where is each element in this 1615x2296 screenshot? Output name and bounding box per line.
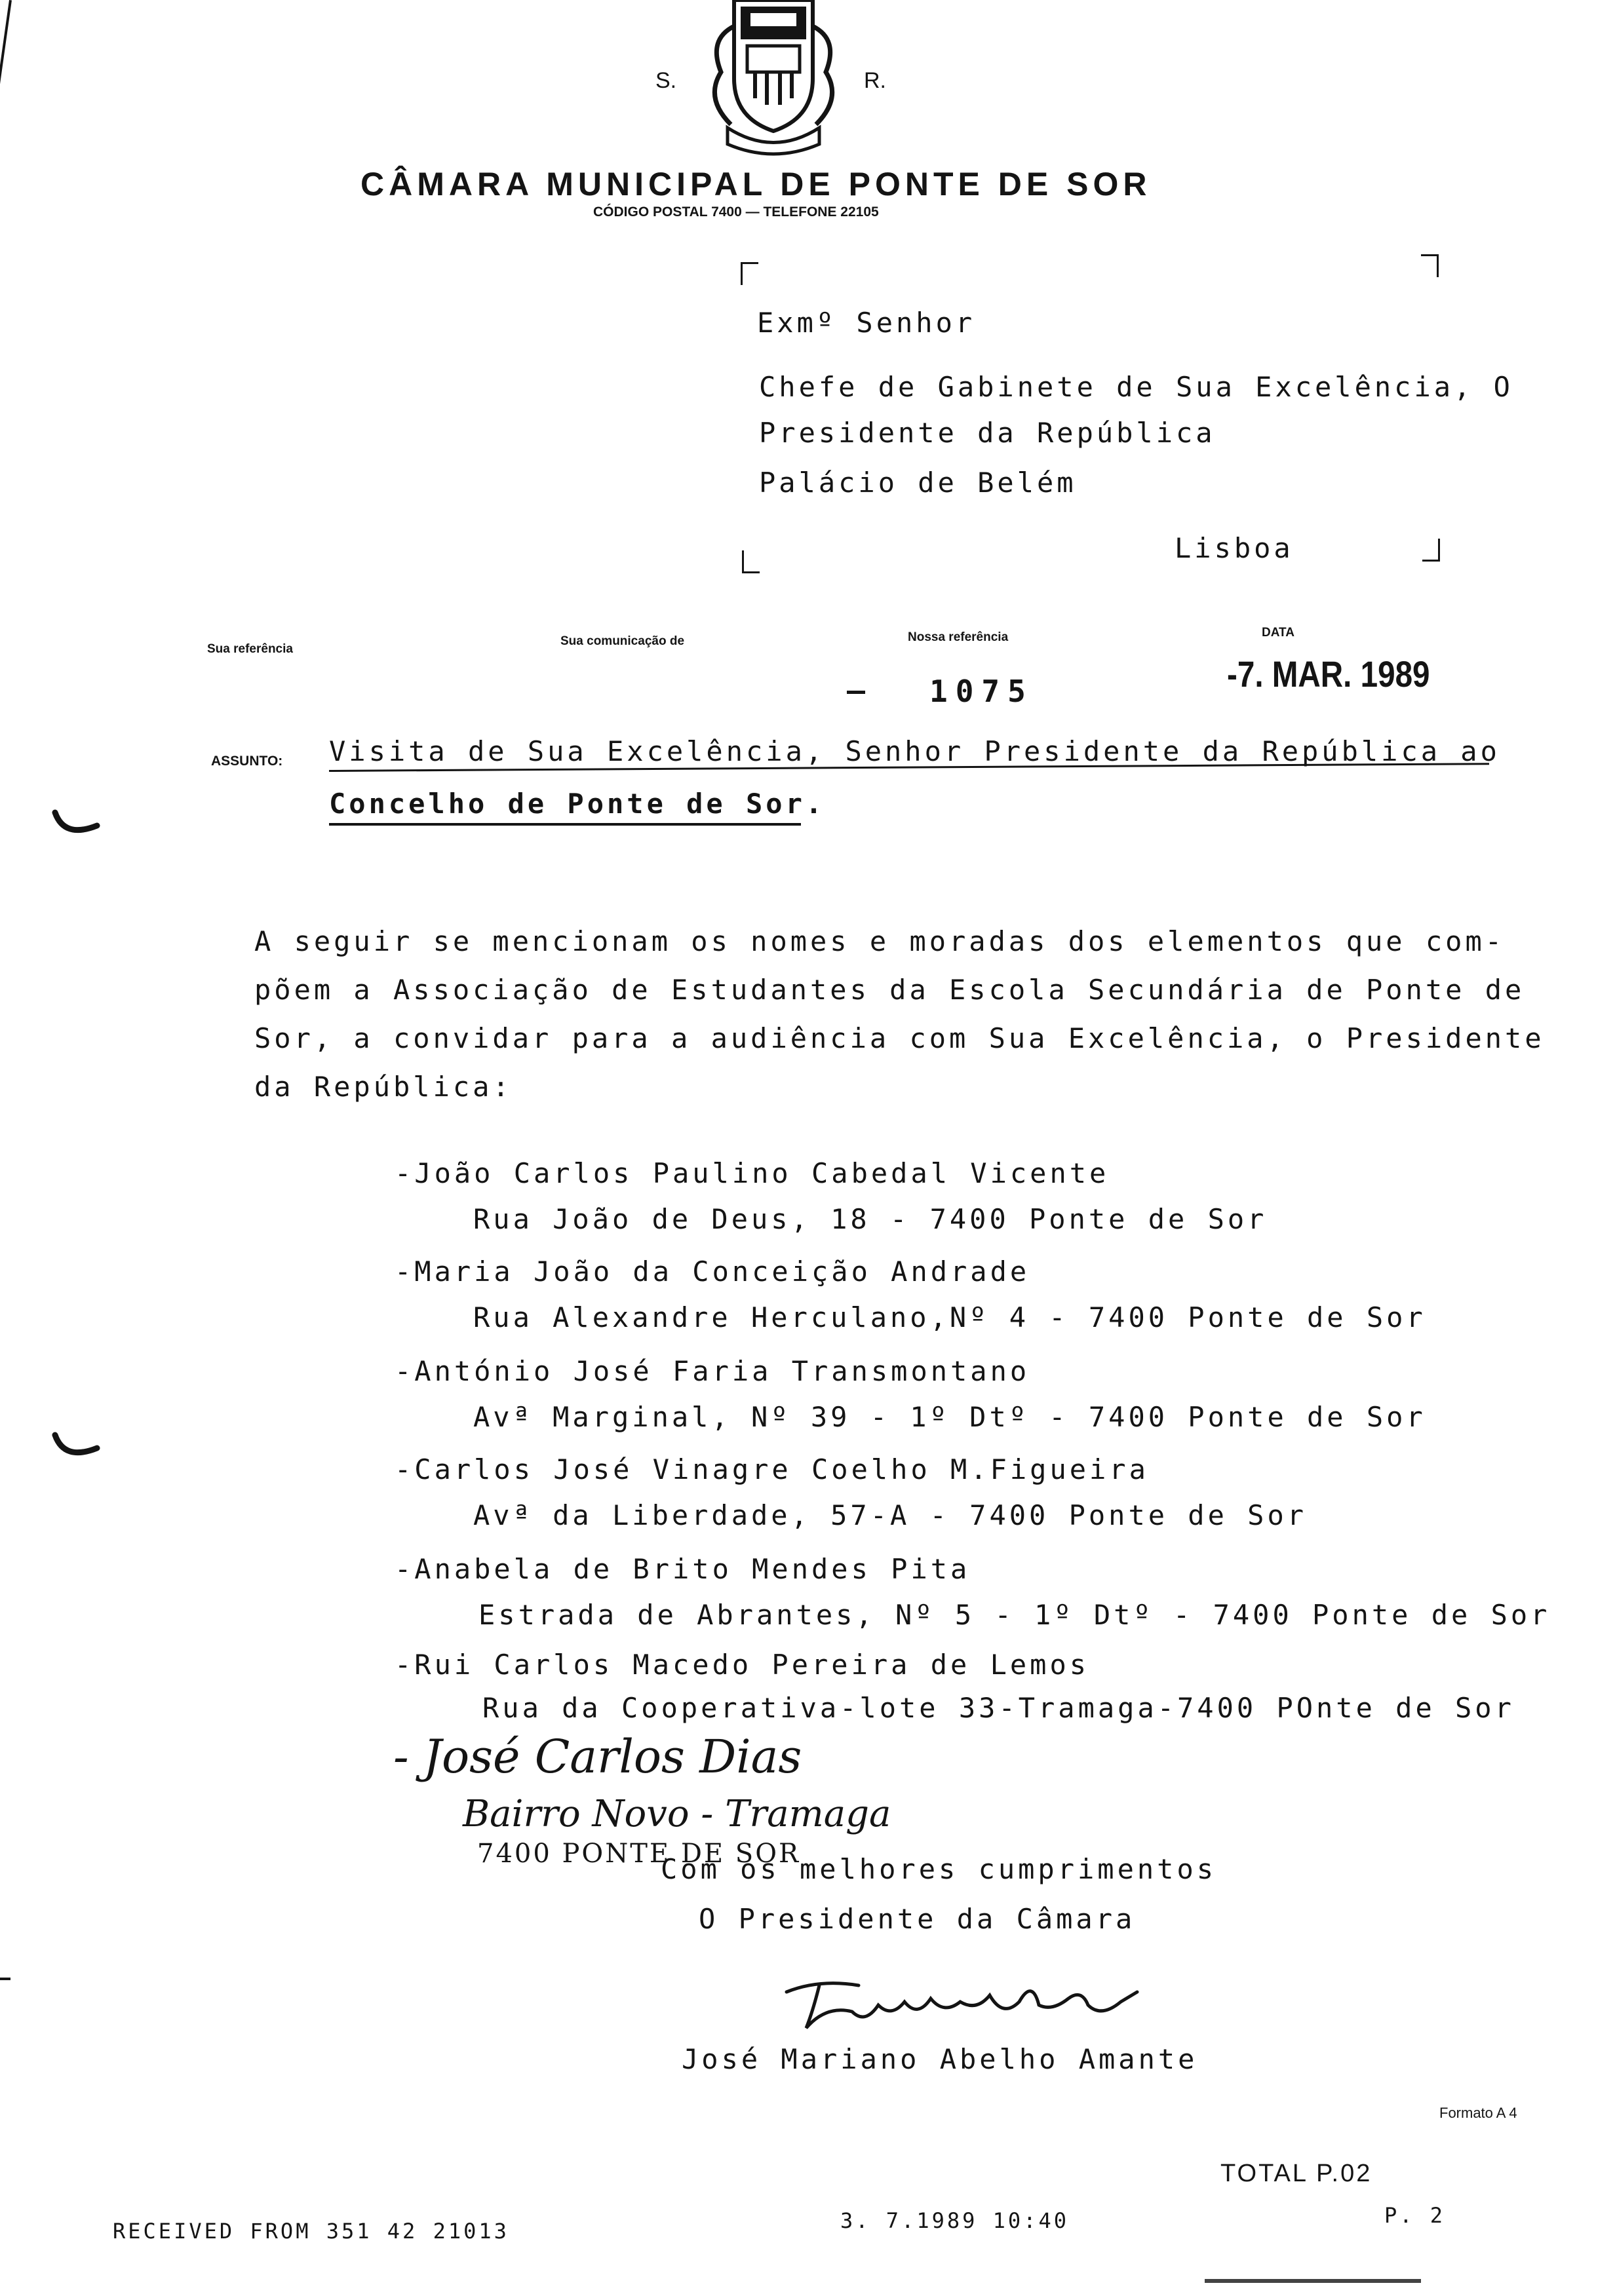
organization-name: CÂMARA MUNICIPAL DE PONTE DE SOR bbox=[360, 166, 1152, 202]
invitee-address: Estrada de Abrantes, Nº 5 - 1º Dtº - 7400 Ponte de Sor bbox=[478, 1599, 1551, 1631]
handwritten-invitee-address-1: Bairro Novo - Tramaga bbox=[463, 1793, 891, 1835]
invitee-address: Rua Alexandre Herculano,Nº 4 - 7400 Ponte de Sor bbox=[473, 1301, 1426, 1333]
punch-mark-bottom bbox=[51, 1428, 104, 1470]
recipient-line-1: Chefe de Gabinete de Sua Excelência, O bbox=[759, 371, 1513, 403]
corner-scan-line bbox=[0, 0, 12, 163]
body-paragraph-line-2: põem a Associação de Estudantes da Escola Secundária de Ponte de bbox=[254, 974, 1525, 1006]
fold-mark bbox=[0, 1978, 10, 1980]
fax-total-pages: TOTAL P.02 bbox=[1220, 2160, 1372, 2187]
invitee-address: Rua João de Deus, 18 - 7400 Ponte de Sor bbox=[473, 1203, 1268, 1235]
body-paragraph-line-4: da República: bbox=[254, 1071, 513, 1103]
label-nossa-referencia: Nossa referência bbox=[908, 630, 1009, 644]
address-bracket-bottom-right bbox=[1422, 539, 1440, 562]
signatory-name: José Mariano Abelho Amante bbox=[682, 2043, 1198, 2075]
body-paragraph-line-1: A seguir se mencionam os nomes e moradas dos elementos que com- bbox=[254, 925, 1506, 957]
organization-contact: CÓDIGO POSTAL 7400 — TELEFONE 22105 bbox=[593, 204, 879, 220]
invitee-name: -António José Faria Transmontano bbox=[395, 1355, 1030, 1387]
punch-mark-icon bbox=[51, 1428, 104, 1468]
invitee-name: -Rui Carlos Macedo Pereira de Lemos bbox=[395, 1649, 1090, 1681]
address-bracket-top-right bbox=[1421, 254, 1439, 277]
handwritten-invitee-name: - José Carlos Dias bbox=[393, 1730, 802, 1784]
crest-letter-left: S. bbox=[655, 68, 677, 93]
punch-mark-icon bbox=[51, 806, 104, 845]
recipient-line-2: Presidente da República bbox=[759, 417, 1216, 449]
recipient-salutation: Exmº Senhor bbox=[757, 307, 976, 339]
punch-mark-top bbox=[51, 806, 104, 848]
invitee-name: -Anabela de Brito Mendes Pita bbox=[395, 1553, 971, 1585]
invitee-name: -João Carlos Paulino Cabedal Vicente bbox=[395, 1157, 1110, 1189]
fax-received-from: RECEIVED FROM 351 42 21013 bbox=[113, 2219, 509, 2244]
recipient-line-3: Palácio de Belém bbox=[759, 467, 1077, 499]
crest-emblem-icon bbox=[695, 0, 852, 157]
closing-title: O Presidente da Câmara bbox=[699, 1903, 1136, 1935]
closing-regards: Com os melhores cumprimentos bbox=[661, 1853, 1217, 1885]
reference-dash bbox=[847, 691, 865, 694]
body-paragraph-line-3: Sor, a convidar para a audiência com Sua Excelência, o Presidente bbox=[254, 1022, 1545, 1054]
invitee-name: -Maria João da Conceição Andrade bbox=[395, 1255, 1030, 1288]
label-data: DATA bbox=[1262, 626, 1294, 640]
crest-letter-right: R. bbox=[864, 68, 886, 93]
signature-text bbox=[781, 1972, 1093, 2015]
invitee-name: -Carlos José Vinagre Coelho M.Figueira bbox=[395, 1453, 1149, 1485]
subject-line-2: Concelho de Ponte de Sor. bbox=[329, 788, 826, 820]
label-sua-comunicacao: Sua comunicação de bbox=[560, 634, 685, 648]
scan-edge-smudge bbox=[1205, 2279, 1421, 2283]
subject-label: ASSUNTO: bbox=[211, 754, 283, 769]
subject-underline-2 bbox=[329, 823, 801, 826]
nossa-referencia-value: 1075 bbox=[929, 674, 1034, 709]
recipient-city: Lisboa bbox=[1175, 532, 1294, 564]
invitee-address: Avª Marginal, Nº 39 - 1º Dtº - 7400 Ponte de Sor bbox=[473, 1401, 1426, 1433]
municipal-crest bbox=[695, 0, 852, 157]
paper-format: Formato A 4 bbox=[1439, 2105, 1517, 2121]
label-sua-referencia: Sua referência bbox=[207, 642, 293, 656]
address-bracket-top-left bbox=[741, 262, 758, 285]
date-stamp: -7. MAR. 1989 bbox=[1227, 653, 1430, 695]
address-bracket-bottom-left bbox=[742, 550, 760, 573]
subject-line-1: Visita de Sua Excelência, Senhor Presidente da República ao bbox=[329, 735, 1500, 767]
invitee-address: Avª da Liberdade, 57-A - 7400 Ponte de Sor bbox=[473, 1499, 1308, 1531]
invitee-address: Rua da Cooperativa-lote 33-Tramaga-7400 POnte de Sor bbox=[482, 1692, 1515, 1724]
handwritten-invitee-address-2: 7400 PONTE DE SOR bbox=[477, 1839, 801, 1869]
fax-received-datetime: 3. 7.1989 10:40 bbox=[840, 2208, 1069, 2233]
fax-page-number: P. 2 bbox=[1384, 2203, 1446, 2228]
